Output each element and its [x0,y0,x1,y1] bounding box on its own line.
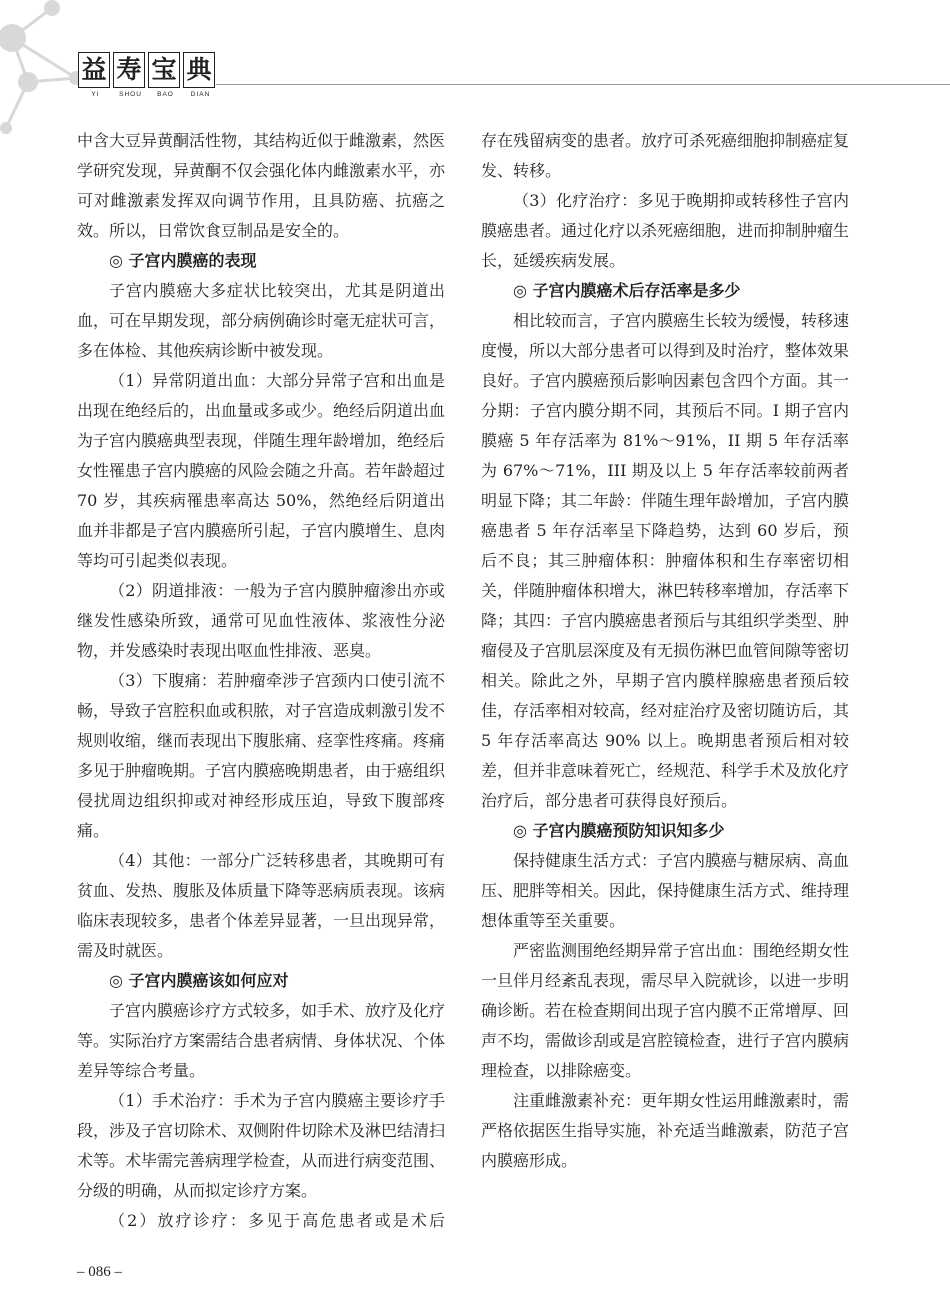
header-rule [216,84,950,85]
logo-char: 典 [183,52,215,88]
paragraph: 子宫内膜癌大多症状比较突出，尤其是阴道出血，可在早期发现，部分病例确诊时毫无症状可言，多在体检、其他疾病诊断中被发现。 [77,281,446,360]
logo-pinyin-syllable: YI [91,91,100,98]
logo-title [78,52,218,88]
paragraph: （3）下腹痛：若肿瘤牵涉子宫颈内口使引流不畅，导致子宫腔积血或积脓，对子宫造成刺激引发不规则收缩，继而表现出下腹胀痛、痉挛性疼痛。疼痛多见于肿瘤晚期。子宫内膜癌晚期患者，由于癌组织侵扰周边组织抑或对神经形成压迫，导致下腹部疼痛。 [77,671,446,840]
paragraph: （1）异常阴道出血：大部分异常子宫和出血是出现在绝经后的，出血量或多或少。绝经后阴道出血为子宫内膜癌典型表现，伴随生理年龄增加，绝经后女性罹患子宫内膜癌的风险会随之升高。若年龄超过 70 岁，其疾病罹患率高达 50%，然绝经后阴道出血并非都是子宫内膜癌所引起，子宫内膜增生、息肉等均可引起类似表现。 [77,371,446,570]
right-column [481,126,849,1176]
logo-pinyin-syllable: BAO [157,91,174,98]
logo-pinyin-syllable: SHOU [119,91,142,98]
logo-pinyin [78,91,218,98]
paragraph: （2）放疗诊疗：多见于高危患者或是术后 [109,1211,445,1230]
paragraph: 子宫内膜癌诊疗方式较多，如手术、放疗及化疗等。实际治疗方案需结合患者病情、身体状况、个体差异等综合考量。 [77,1001,446,1080]
paragraph: （4）其他：一部分广泛转移患者，其晚期可有贫血、发热、腹胀及体质量下降等恶病质表现。该病临床表现较多，患者个体差异显著，一旦出现异常，需及时就医。 [77,851,446,960]
paragraph: 严密监测围绝经期异常子宫出血：围绝经期女性一旦伴月经紊乱表现，需尽早入院就诊，以进一步明确诊断。若在检查期间出现子宫内膜不正常增厚、回声不均，需做诊刮或是宫腔镜检查，进行子宫内膜病理检查，以排除癌变。 [481,941,850,1080]
left-column [77,126,445,1236]
logo-char: 益 [78,52,110,88]
section-heading: ◎ 子宫内膜癌术后存活率是多少 [513,281,741,300]
page-number: – 086 – [77,1264,122,1280]
paragraph: （3）化疗治疗：多见于晚期抑或转移性子宫内膜癌患者。通过化疗以杀死癌细胞，进而抑制肿瘤生长，延缓疾病发展。 [481,191,850,270]
paragraph: （2）阴道排液：一般为子宫内膜肿瘤渗出亦或继发性感染所致，通常可见血性液体、浆液性分泌物，并发感染时表现出呕血性排液、恶臭。 [77,581,445,660]
paragraph: 中含大豆异黄酮活性物，其结构近似于雌激素，然医学研究发现，异黄酮不仅会强化体内雌激素水平，亦可对雌激素发挥双向调节作用，且具防癌、抗癌之效。所以，日常饮食豆制品是安全的。 [77,131,446,240]
section-heading: ◎ 子宫内膜癌预防知识知多少 [513,821,725,840]
paragraph: 保持健康生活方式：子宫内膜癌与糖尿病、高血压、肥胖等相关。因此，保持健康生活方式、维持理想体重等至关重要。 [481,851,850,930]
paragraph: 相比较而言，子宫内膜癌生长较为缓慢，转移速度慢，所以大部分患者可以得到及时治疗，整体效果良好。子宫内膜癌预后影响因素包含四个方面。其一分期：子宫内膜分期不同，其预后不同。I 期子宫内膜癌 5 年存活率为 81%～91%，II 期 5 年存活率为 67%～71%，III 期及以上 5 年存活率较前两者明显下降；其二年龄：伴随生理年龄增加，子宫内膜癌患者 5 年存活率呈下降趋势，达到 60 岁后，预后不良；其三肿瘤体积：肿瘤体积和生存率密切相关，伴随肿瘤体积增大，淋巴转移率增加，存活率下降；其四：子宫内膜癌患者预后与其组织学类型、肿瘤侵及子宫肌层深度及有无损伤淋巴血管间隙等密切相关。除此之外，早期子宫内膜样腺癌患者预后较佳，存活率相对较高，经对症治疗及密切随访后，其 5 年存活率高达 90% 以上。晚期患者预后相对较差，但并非意味着死亡，经规范、科学手术及放化疗治疗后，部分患者可获得良好预后。 [481,311,850,810]
paragraph: 存在残留病变的患者。放疗可杀死癌细胞抑制癌症复发、转移。 [481,131,850,180]
logo-char: 宝 [148,52,180,88]
paragraph: 注重雌激素补充：更年期女性运用雌激素时，需严格依据医生指导实施，补充适当雌激素，防范子宫内膜癌形成。 [481,1091,850,1170]
magazine-logo [78,52,218,98]
paragraph: （1）手术治疗：手术为子宫内膜癌主要诊疗手段，涉及子宫切除术、双侧附件切除术及淋巴结清扫术等。术毕需完善病理学检查，从而进行病变范围、分级的明确，从而拟定诊疗方案。 [77,1091,446,1200]
logo-char: 寿 [113,52,145,88]
section-heading: ◎ 子宫内膜癌该如何应对 [109,971,289,990]
section-heading: ◎ 子宫内膜癌的表现 [109,251,257,270]
logo-pinyin-syllable: DIAN [190,91,211,98]
